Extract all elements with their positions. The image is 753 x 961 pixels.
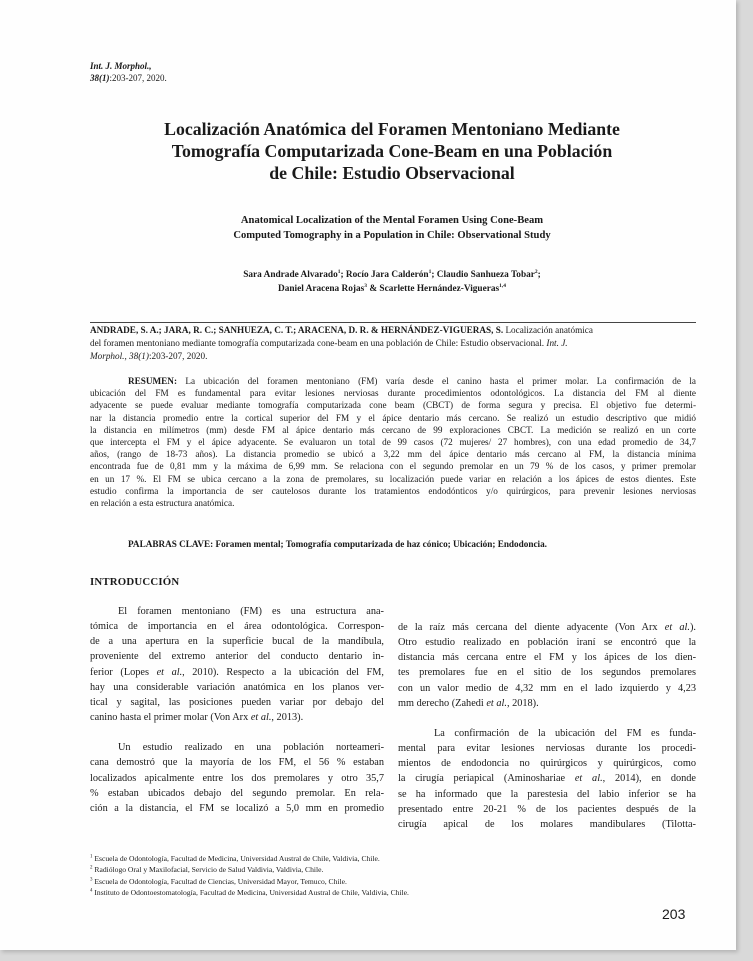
author-list [120,268,664,296]
abstract [90,375,696,509]
body-line: cirugía apical de los molares mandibulares (Tilotta- [398,818,696,830]
author-name: Rocío Jara Calderón [345,270,429,280]
footnote: $^3$ Escuela de Odontología, Facultad de Ciencias, Universidad Mayor, Temuco, Chile. [90,876,347,886]
author-line: Sara Andrade Alvarado$^1$; Rocío Jara Calderón$^1$; Claudio Sanhueza Tobar$^2$; [243,268,541,280]
body-line: distancia más cercana entre el FM y los ápices de los dien- [398,652,696,664]
keywords-label: PALABRAS CLAVE: [128,539,214,549]
title-line: Tomografía Computarizada Cone-Beam en una Población [171,141,613,161]
body-line: con un valor medio de 4,32 mm en el lado izquierdo y 4,23 [398,682,696,694]
author-name: Daniel Aracena Rojas [278,284,365,294]
body-line: ferior (Lopes et al., 2010). Respecto a la ubicación del FM, [90,666,385,678]
abstract-line: nar la distancia promedio entre la cortical superior del FM y el ápice dentario más cercano. Se realizó un estudio descriptivo que midió [90,412,696,423]
footnote: $^2$ Radiólogo Oral y Maxilofacial, Servicio de Salud Valdivia, Valdivia, Chile. [90,865,324,875]
affiliation-mark: 2 [534,268,538,275]
body-line: mental para evitar lesiones nerviosas durante los procedi- [398,743,696,755]
left-column [90,604,384,816]
body-line: Un estudio realizado en una población norteameri- [118,742,384,754]
body-line: hay una considerable variación anatómica en los planos ver- [90,681,384,693]
body-line: ción a la distancia, el FM se localizó a 5,0 mm en promedio [90,802,384,814]
abstract-line: que intercepta el FM y el ápice adyacente. Se evaluaron un total de 99 casos (72 mujeres/ 27 hombres), con una edad promedio de 34,7 [90,437,696,448]
body-line: mm derecho (Zahedi et al., 2018). [398,697,539,709]
author-line: Daniel Aracena Rojas$^3$ & Scarlette Hernández-Vigueras$^{1,4}$ [278,282,506,294]
body-line: tómica de importancia en el área odontológica. Correspon- [90,621,384,633]
right-column [398,620,696,832]
journal-name: Int. J. Morphol., [90,61,152,71]
page-number: 203 [662,906,686,922]
journal-reference [90,60,167,84]
citation-authors: ANDRADE, S. A.; JARA, R. C.; SANHUEZA, C. T.; ARACENA, D. R. & HERNÁNDEZ-VIGUERAS, S. [90,325,504,335]
abstract-line: años, (rango de 18-73 años). La distancia promedio se ubicó a 3,22 mm del ápice dentario más cercano al FM, la distancia mínima [90,449,696,460]
abstract-line: estudio confirma la importancia de ser cautelosos durante los tratamientos endodónticos y/o quirúrgicos, para prevenir lesiones nerviosas [90,485,696,496]
citation-block: ANDRADE, S. A.; JARA, R. C.; SANHUEZA, C. T.; ARACENA, D. R. & HERNÁNDEZ-VIGUERAS, S. Localización anatómica del foramen mentoniano mediante tomografía computarizada cone-beam en una población de Chile: Estudio observacional. Int. J. Morphol., 38(1):203-207, 2020. [90,322,696,363]
body-line: % estaban ubicados debajo del segundo premolar. En rela- [90,787,384,799]
body-line: canino hasta el primer molar (Von Arx et al., 2013). [90,712,304,724]
keywords: PALABRAS CLAVE: Foramen mental; Tomografía computarizada de haz cónico; Ubicación; Endodoncia. [128,539,547,549]
body-line: mientos de endodoncia no quirúrgicos y quirúrgicos, como [398,758,696,770]
author-name: Sara Andrade Alvarado [243,270,338,280]
english-title-line: Anatomical Localization of the Mental Foramen Using Cone-Beam [240,215,544,226]
abstract-label: RESUMEN: [128,376,178,386]
article-title [88,118,696,184]
abstract-line: RESUMEN: La ubicación del foramen mentoniano (FM) varía desde el canino hasta el primer molar. La confirmación de la [128,376,696,386]
title-line: de Chile: Estudio Observacional [269,163,515,183]
section-heading: INTRODUCCIÓN [90,576,180,588]
footnote: $^4$ Instituto de Odontoestomatología, Facultad de Medicina, Universidad Austral de Chile, Valdivia, Chile. [90,887,409,897]
body-line: La confirmación de la ubicación del FM es funda- [434,727,696,739]
body-line: tes premolares fue en el sitio de los segundos premolares [398,667,696,679]
body-line: presentado entre 20-21 % de los pacientes después de la [398,803,696,815]
author-name: Scarlette Hernández-Vigueras [379,284,500,294]
title-line: Localización Anatómica del Foramen Mentoniano Mediante [164,119,620,139]
body-line: cana demostró que la mayoría de los FM, el 56 % estaban [90,757,384,769]
body-line: tical y sagital, las posiciones pueden variar por debajo del [90,696,384,708]
abstract-line: ubicación del FM es fundamental para evitar lesiones nerviosas durante procedimientos odontológicos. La distancia del FM al diente [90,388,696,399]
affiliation-mark: 1 [428,268,432,275]
abstract-line: encontrada fue de 0,81 mm y la máxima de 6,99 mm. Se relaciona con el segundo premolar en un 79 % de los casos, y primer premolar [90,461,696,472]
affiliation-mark: 1 [337,268,341,275]
body-line: de a una apertura en la superficie bucal de la mandíbula, [90,636,384,648]
body-line: Otro estudio realizado en población iraní se encontró que la [398,637,696,649]
english-title [120,213,664,243]
abstract-line: en relación a esta estructura anatómica. [90,498,235,509]
body-line: de la raíz más cercana del diente adyacente (Von Arx et al.). [398,622,696,633]
author-name: Claudio Sanhueza Tobar [436,270,535,280]
affiliation-mark: 1,4 [499,282,506,289]
footnote: $^1$ Escuela de Odontología, Facultad de Medicina, Universidad Austral de Chile, Valdivia, Chile. [90,854,380,863]
abstract-line: en un 17 %. El FM se ubica cercano a la zona de premolares, su localización puede variar en relación a los ápices de estos dientes. Este [90,473,696,484]
abstract-line: adyacente se puede evaluar mediante tomografía computarizada cone beam (CBCT) de forma segura y precisa. El objetivo fue determi- [90,400,696,411]
affiliation-mark: 3 [364,282,367,289]
body-line: se ha informado que la parestesia del labio inferior se ha [398,788,696,800]
journal-volume-pages: 38(1):203-207, 2020. [90,73,167,83]
english-title-line: Computed Tomography in a Population in Chile: Observational Study [233,230,551,241]
footnotes [90,853,696,898]
body-line: proveniente del extremo anterior del conducto dentario in- [90,651,384,663]
body-line: localizados apicalmente entre los dos premolares y otro 35,7 [90,772,384,784]
body-line: El foramen mentoniano (FM) es una estructura ana- [118,606,384,617]
citation-journal: Morphol., 38(1) [90,351,149,361]
citation-journal: Int. J. [546,338,568,348]
body-line: la cirugía periapical (Aminoshariae et al., 2014), en donde [398,773,696,785]
abstract-line: la distancia en milímetros (mm) desde FM al ápice dentario más cercano de 99 exploraciones CBCT. La medición se realizó en un corte [90,424,696,435]
